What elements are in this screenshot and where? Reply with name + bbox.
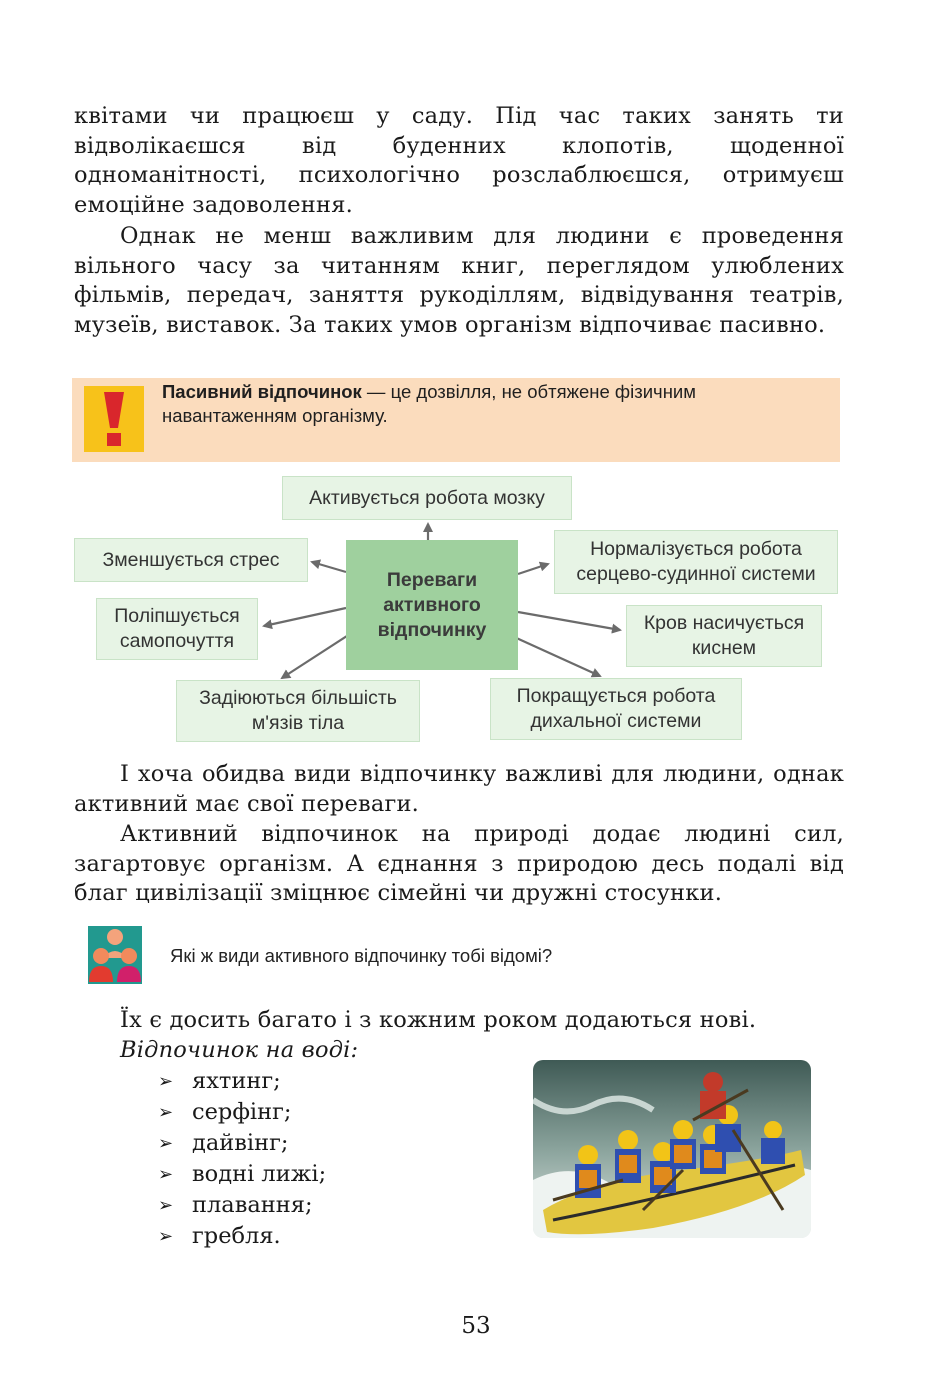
paragraph-4: Активний відпочинок на природі додає людині сил, загартовує організм. А єднання з природою десь подалі від благ цивілізації зміцнює сімейні чи дружні стосунки. — [74, 821, 844, 906]
benefit-wellbeing: Поліпшується самопочуття — [96, 598, 258, 660]
group-discussion-icon — [88, 926, 142, 984]
definition-text — [162, 380, 830, 428]
bullet-arrow-icon: ➢ — [158, 1071, 174, 1092]
list-item: ➢ яхтинг; — [158, 1066, 326, 1097]
paragraph-1: квітами чи працюєш у саду. Під час таких занять ти відволікаєшся від буденних клопотів, щоденної одноманітності, психологічно розслаблюєшся, отримуєш емоційне задоволення. — [74, 103, 844, 218]
list-item: ➢ водні лижі; — [158, 1159, 326, 1190]
page-number: 53 — [461, 1313, 491, 1339]
benefit-brain: Активується робота мозку — [282, 476, 572, 520]
definition-term: Пасивний відпочинок — [162, 381, 362, 402]
bullet-arrow-icon: ➢ — [158, 1133, 174, 1154]
exclamation-icon — [84, 386, 144, 452]
list-item: ➢ дайвінг; — [158, 1128, 326, 1159]
benefit-heart: Нормалізується робота серцево-судинної системи — [554, 530, 838, 594]
water-activities-list — [158, 1066, 326, 1252]
paragraph-5: Їх є досить багато і з кожним роком додаються нові. — [120, 1007, 757, 1033]
definition-description: — це дозвілля, не обтяжене фізичним навантаженням організму. — [162, 381, 696, 426]
definition-box — [72, 378, 840, 462]
paragraph-2: Однак не менш важливим для людини є проведення вільного часу за читанням книг, переглядом улюблених фільмів, передач, заняття рукоділлям, відвідування театрів, музеїв, виставок. За таких умов організм відпочиває пасивно. — [74, 223, 844, 338]
rafting-photo — [533, 1060, 811, 1238]
list-item: ➢ серфінг; — [158, 1097, 326, 1128]
bullet-arrow-icon: ➢ — [158, 1195, 174, 1216]
list-item: ➢ гребля. — [158, 1221, 326, 1252]
list-item: ➢ плавання; — [158, 1190, 326, 1221]
benefit-muscles: Задіюються більшість м'язів тіла — [176, 680, 420, 742]
water-heading: Відпочинок на воді: — [120, 1037, 359, 1063]
bullet-arrow-icon: ➢ — [158, 1226, 174, 1247]
benefit-stress: Зменшується стрес — [74, 538, 308, 582]
benefit-breathing: Покращується робота дихальної системи — [490, 678, 742, 740]
diagram-center: Переваги активного відпочинку — [346, 540, 518, 670]
benefit-blood: Кров насичується киснем — [626, 605, 822, 667]
bullet-arrow-icon: ➢ — [158, 1164, 174, 1185]
paragraph-3: І хоча обидва види відпочинку важливі для людини, однак активний має свої переваги. — [74, 761, 844, 817]
question-text: Які ж види активного відпочинку тобі відомі? — [170, 945, 553, 966]
bullet-arrow-icon: ➢ — [158, 1102, 174, 1123]
